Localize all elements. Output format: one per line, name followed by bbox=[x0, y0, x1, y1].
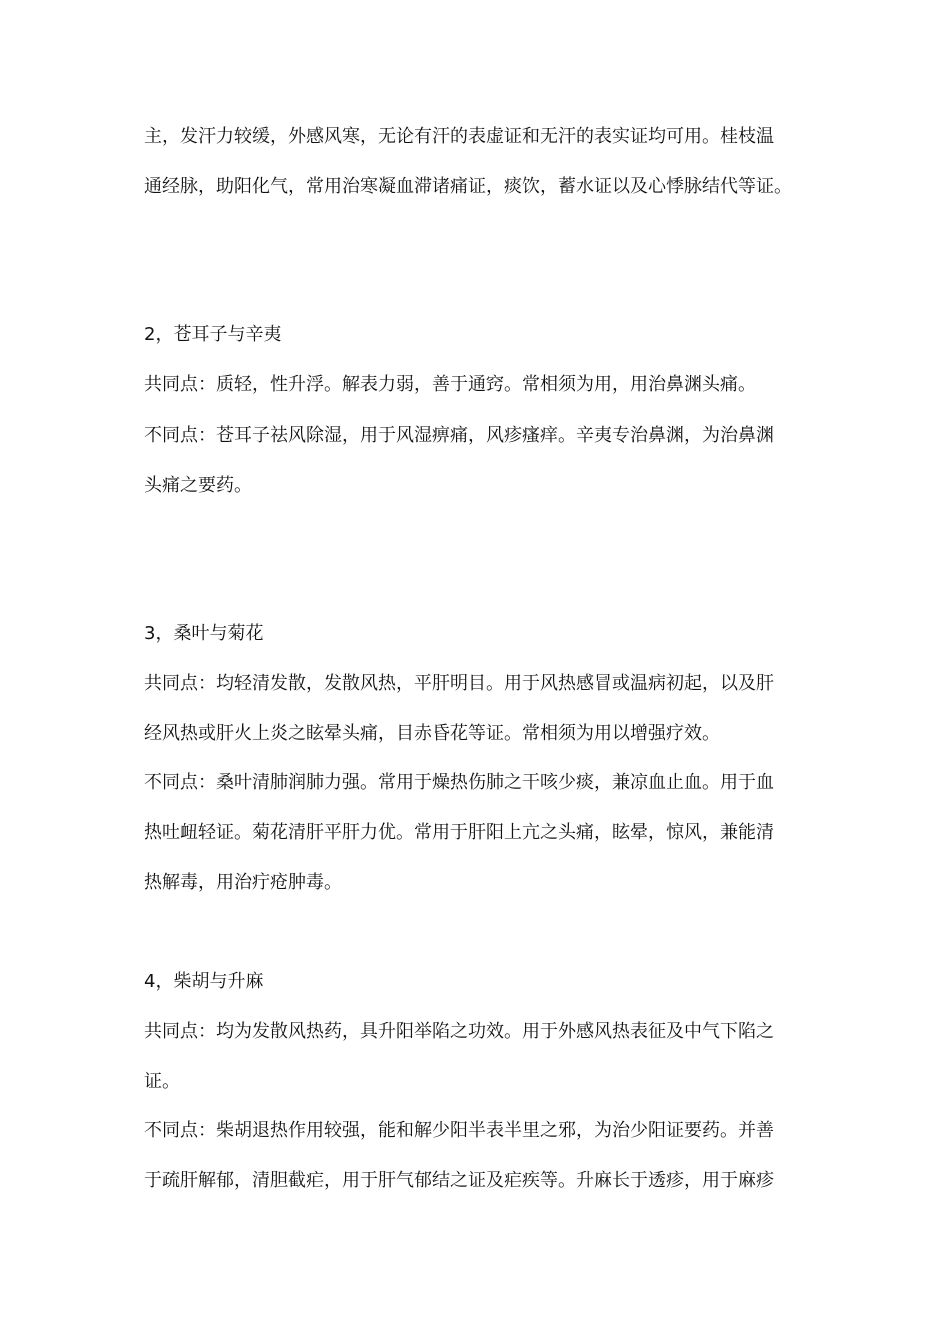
intro-line-2: 通经脉，助阳化气，常用治寒凝血滞诸痛证，痰饮，蓄水证以及心悸脉结代等证。 bbox=[144, 176, 792, 197]
section-2-line-1: 共同点：质轻，性升浮。解表力弱，善于通窍。常相须为用，用治鼻渊头痛。 bbox=[144, 374, 756, 395]
section-4-line-2: 证。 bbox=[144, 1071, 180, 1092]
intro-line-1: 主，发汗力较缓，外感风寒，无论有汗的表虚证和无汗的表实证均可用。桂枝温 bbox=[144, 126, 774, 147]
section-3-line-4: 热吐衄轻证。菊花清肝平肝力优。常用于肝阳上亢之头痛，眩晕，惊风，兼能清 bbox=[144, 822, 774, 843]
section-3-line-3: 不同点：桑叶清肺润肺力强。常用于燥热伤肺之干咳少痰，兼凉血止血。用于血 bbox=[144, 772, 774, 793]
section-3-line-1: 共同点：均轻清发散，发散风热，平肝明目。用于风热感冒或温病初起，以及肝 bbox=[144, 673, 774, 694]
section-3-line-5: 热解毒，用治疔疮肿毒。 bbox=[144, 872, 342, 893]
section-4-heading: 4，柴胡与升麻 bbox=[144, 971, 264, 992]
section-4-line-1: 共同点：均为发散风热药，具升阳举陷之功效。用于外感风热表征及中气下陷之 bbox=[144, 1021, 774, 1042]
section-4-line-3: 不同点：柴胡退热作用较强，能和解少阳半表半里之邪，为治少阳证要药。并善 bbox=[144, 1120, 774, 1141]
section-2-heading: 2，苍耳子与辛夷 bbox=[144, 324, 282, 345]
section-2-line-3: 头痛之要药。 bbox=[144, 475, 252, 496]
section-3-line-2: 经风热或肝火上炎之眩晕头痛，目赤昏花等证。常相须为用以增强疗效。 bbox=[144, 723, 720, 744]
section-3-heading: 3，桑叶与菊花 bbox=[144, 623, 264, 644]
section-4-line-4: 于疏肝解郁，清胆截疟，用于肝气郁结之证及疟疾等。升麻长于透疹，用于麻疹 bbox=[144, 1170, 774, 1191]
section-2-line-2: 不同点：苍耳子祛风除湿，用于风湿痹痛，风疹瘙痒。辛夷专治鼻渊，为治鼻渊 bbox=[144, 425, 774, 446]
